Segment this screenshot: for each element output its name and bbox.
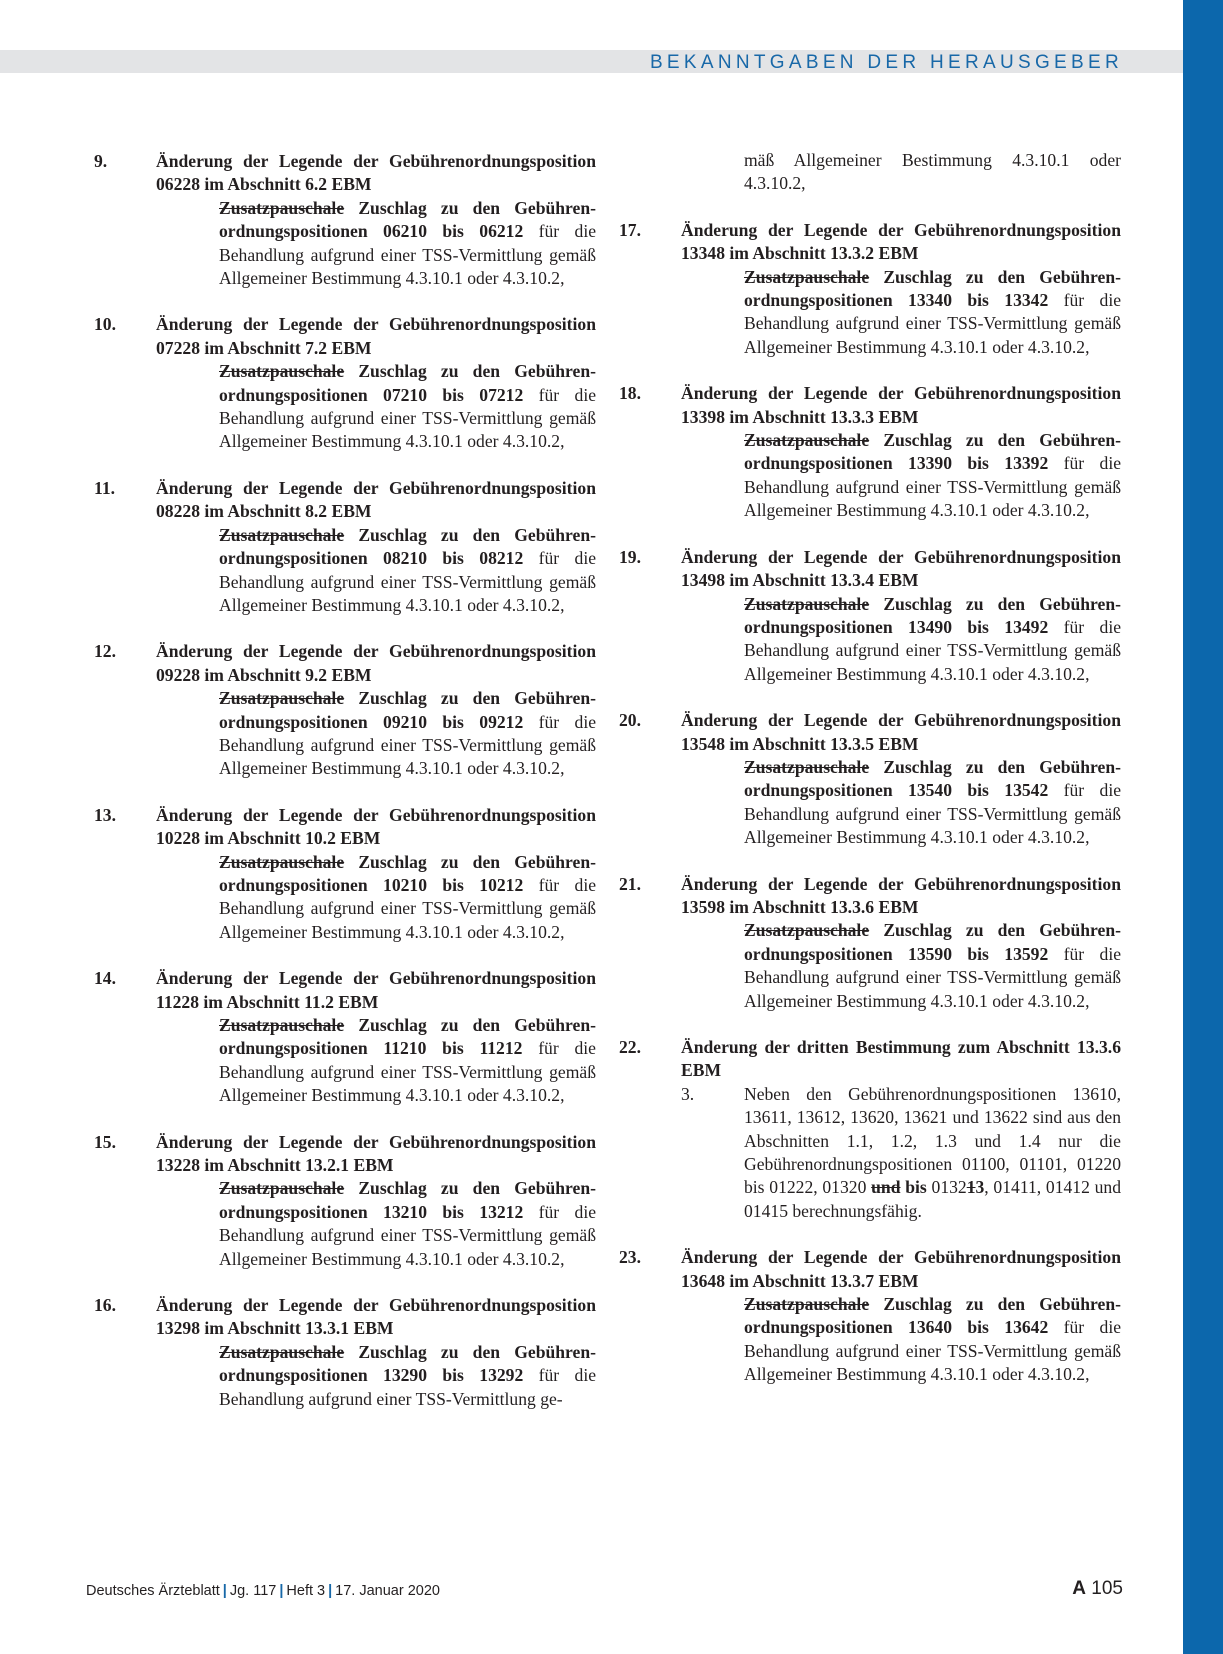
entry-title: Änderung der dritten Bestimmung zum Abschnitt 13.3.6 EBM [681, 1037, 1121, 1081]
entry-body [219, 524, 596, 618]
entry-tail: für die Behandlung aufgrund einer TSS-Vermittlung gemäß Allgemeiner Bestimmung 4.3.10.1 oder 4.3.10.2, [219, 384, 597, 452]
code-to: 13592 [1004, 943, 1049, 964]
code-from: 13290 [383, 1365, 427, 1386]
code-from: 06210 [383, 221, 427, 242]
page-prefix: A [1072, 1578, 1087, 1599]
zuschlag-text: Zuschlag zu den Gebührenordnungspositionen [219, 197, 596, 242]
struck-term: Zusatzpauschale [744, 920, 870, 941]
separator: | [222, 1583, 227, 1599]
code-from: 10210 [383, 874, 427, 895]
zuschlag-text: Zuschlag zu den Gebührenordnungspositionen [219, 524, 596, 569]
zuschlag-text: Zuschlag zu den Gebührenordnungspositionen [744, 266, 1121, 311]
bis-word: bis [967, 1317, 989, 1338]
rule-number: 3. [681, 1083, 695, 1104]
code-to: 10212 [479, 874, 524, 895]
entry-number: 18. [619, 383, 641, 404]
bis-word: bis [442, 1038, 464, 1059]
entry-23-holder [619, 1246, 1121, 1386]
amendment-entry [94, 1294, 596, 1411]
code-struck-digit: 1 [966, 1177, 976, 1198]
code-inserted-digit: 3 [975, 1177, 985, 1198]
entry-title: Änderung der Legende der Gebührenordnungsposition 07228 im Abschnitt 7.2 EBM [156, 314, 596, 358]
entry-tail: für die Behandlung aufgrund einer TSS-Vermittlung gemäß Allgemeiner Bestimmung 4.3.10.1 oder 4.3.10.2, [744, 290, 1122, 357]
zuschlag-text: Zuschlag zu den Gebührenordnungspositionen [219, 1015, 596, 1059]
entry-title: Änderung der Legende der Gebührenordnungsposition 11228 im Abschnitt 11.2 EBM [156, 968, 596, 1012]
struck-term: Zusatzpauschale [744, 593, 870, 614]
entry-number: 13. [94, 804, 116, 825]
bis-word: bis [967, 943, 989, 964]
struck-term: Zusatzpauschale [219, 197, 345, 218]
entry-number: 17. [619, 219, 641, 240]
amendment-entry [94, 640, 596, 780]
entry-tail: für die Behandlung aufgrund einer TSS-Vermittlung ge- [219, 1365, 597, 1409]
struck-term: Zusatzpauschale [744, 430, 870, 451]
rule-text-b: , 01411, 01412 und 01415 berechnungsfähig. [744, 1177, 1122, 1221]
rule-text-a: Neben den Gebührenordnungspositionen 13610, 13611, 13612, 13620, 13621 und 13622 sind aus den Abschnitten 1.1, 1.2, 1.3 und 1.4 nur die Gebührenordnungspositionen 01100, 01101, 01220 bis 01222, 01320 [744, 1083, 1121, 1198]
code-from: 13640 [908, 1317, 952, 1338]
code-from: 13390 [908, 453, 952, 474]
struck-term: Zusatzpauschale [744, 266, 870, 287]
zuschlag-text: Zuschlag zu den Gebührenordnungspositionen [219, 1178, 596, 1222]
zuschlag-text: Zuschlag zu den Gebührenordnungspositionen [219, 361, 596, 405]
entry-number: 12. [94, 641, 116, 662]
code-to: 13342 [1004, 290, 1049, 311]
entry-tail: für die Behandlung aufgrund einer TSS-Vermittlung gemäß Allgemeiner Bestimmung 4.3.10.1 oder 4.3.10.2, [219, 1038, 596, 1106]
code-to: 13212 [479, 1201, 524, 1222]
entry-number: 14. [94, 968, 116, 989]
entry-tail: für die Behandlung aufgrund einer TSS-Vermittlung gemäß Allgemeiner Bestimmung 4.3.10.1 oder 4.3.10.2, [219, 1201, 597, 1269]
amendment-entry-22 [619, 1036, 1121, 1223]
code-to: 13542 [1004, 780, 1049, 801]
entry-number: 19. [619, 546, 641, 567]
entry-number: 21. [619, 873, 641, 894]
struck-term: Zusatzpauschale [219, 1178, 345, 1199]
struck-term: Zusatzpauschale [744, 756, 870, 777]
struck-term: Zusatzpauschale [219, 524, 345, 545]
bis-word: bis [967, 616, 989, 637]
struck-term: Zusatzpauschale [219, 688, 345, 709]
bis-word: bis [442, 874, 464, 895]
struck-term: Zusatzpauschale [219, 361, 345, 382]
bis-word: bis [967, 290, 989, 311]
side-color-bar [1183, 0, 1223, 1654]
code-to: 06212 [479, 221, 524, 242]
code-from: 08210 [383, 548, 427, 569]
continued-text: mäß Allgemeiner Bestimmung 4.3.10.1 oder 4.3.10.2, [744, 150, 1121, 194]
entry-body [744, 429, 1121, 523]
amendment-entry [619, 219, 1121, 359]
code-from: 13590 [908, 943, 952, 964]
inserted-bis: bis [905, 1177, 927, 1198]
code-from: 13540 [908, 780, 952, 801]
entry-body [744, 919, 1121, 1013]
journal-name: Deutsches Ärzteblatt [86, 1583, 220, 1599]
zuschlag-text: Zuschlag zu den Gebührenordnungspositionen [744, 1294, 1121, 1338]
issue: Heft 3 [286, 1583, 326, 1599]
entry-body [219, 1177, 596, 1271]
entry-number: 9. [94, 151, 108, 171]
amendment-entry [619, 709, 1121, 849]
amendment-entry [94, 804, 596, 944]
bis-word: bis [442, 711, 464, 732]
entry-title: Änderung der Legende der Gebührenordnungsposition 13348 im Abschnitt 13.3.2 EBM [681, 219, 1121, 264]
struck-term: Zusatzpauschale [744, 1294, 870, 1315]
entry-title: Änderung der Legende der Gebührenordnungsposition 09228 im Abschnitt 9.2 EBM [156, 641, 596, 685]
entry-body [219, 1341, 596, 1411]
struck-und: und [871, 1177, 901, 1198]
entry-tail: für die Behandlung aufgrund einer TSS-Vermittlung gemäß Allgemeiner Bestimmung 4.3.10.1 oder 4.3.10.2, [744, 616, 1122, 684]
code-prefix: 0132 [931, 1177, 967, 1198]
code-from: 13490 [908, 616, 952, 637]
rule-item [681, 1083, 1121, 1223]
code-from: 11210 [383, 1038, 427, 1059]
amendment-entry [94, 477, 596, 617]
right-entries [619, 219, 1121, 1013]
bis-word: bis [442, 1365, 464, 1386]
entry-body [219, 1014, 596, 1108]
entry-title: Änderung der Legende der Gebührenordnungsposition 13398 im Abschnitt 13.3.3 EBM [681, 383, 1121, 427]
code-from: 13210 [383, 1201, 427, 1222]
page-number-value: 105 [1091, 1578, 1123, 1599]
right-column [619, 149, 1121, 1410]
code-to: 09212 [479, 711, 524, 732]
entry-tail: für die Behandlung aufgrund einer TSS-Vermittlung gemäß Allgemeiner Bestimmung 4.3.10.1 oder 4.3.10.2, [219, 548, 597, 615]
entry-tail: für die Behandlung aufgrund einer TSS-Vermittlung gemäß Allgemeiner Bestimmung 4.3.10.1 oder 4.3.10.2, [744, 1317, 1122, 1385]
struck-term: Zusatzpauschale [219, 851, 345, 872]
entry-tail: für die Behandlung aufgrund einer TSS-Vermittlung gemäß Allgemeiner Bestimmung 4.3.10.1 oder 4.3.10.2, [744, 943, 1122, 1011]
amendment-entry [94, 150, 596, 290]
entry-body [219, 360, 596, 454]
code-from: 07210 [383, 384, 427, 405]
amendment-entry [619, 1246, 1121, 1386]
footer-citation [86, 1583, 440, 1599]
entry-title: Änderung der Legende der Gebührenordnungsposition 10228 im Abschnitt 10.2 EBM [156, 804, 596, 849]
zuschlag-text: Zuschlag zu den Gebührenordnungspositionen [219, 851, 596, 895]
amendment-entry [619, 382, 1121, 522]
bis-word: bis [967, 453, 989, 474]
entry-title: Änderung der Legende der Gebührenordnungsposition 13498 im Abschnitt 13.3.4 EBM [681, 546, 1121, 591]
amendment-entry [619, 873, 1121, 1013]
entry-number: 16. [94, 1295, 116, 1316]
amendment-entry [619, 546, 1121, 686]
bis-word: bis [442, 221, 464, 242]
code-to: 07212 [479, 384, 524, 405]
entry-tail: für die Behandlung aufgrund einer TSS-Vermittlung gemäß Allgemeiner Bestimmung 4.3.10.1 oder 4.3.10.2, [219, 221, 597, 289]
entry-number: 20. [619, 710, 641, 731]
struck-term: Zusatzpauschale [219, 1015, 345, 1035]
code-to: 08212 [479, 548, 524, 569]
entry-body [744, 756, 1121, 850]
struck-term: Zusatzpauschale [219, 1341, 345, 1362]
entry-body [219, 687, 596, 781]
zuschlag-text: Zuschlag zu den Gebührenordnungspositionen [744, 593, 1121, 637]
entry-body [219, 851, 596, 945]
amendment-entry [94, 967, 596, 1107]
entry-body [219, 197, 596, 291]
zuschlag-text: Zuschlag zu den Gebührenordnungspositionen [744, 920, 1121, 964]
code-to: 11212 [479, 1038, 523, 1059]
page-number [1072, 1578, 1123, 1600]
entry-body [744, 266, 1121, 360]
entry-body [744, 593, 1121, 687]
code-from: 13340 [908, 290, 952, 311]
entry-number: 22. [619, 1037, 641, 1057]
left-column [94, 150, 596, 1434]
entry-title: Änderung der Legende der Gebührenordnungsposition 06228 im Abschnitt 6.2 EBM [156, 151, 596, 195]
amendment-entry [94, 313, 596, 453]
section-title: BEKANNTGABEN DER HERAUSGEBER [649, 52, 1123, 73]
volume: Jg. 117 [229, 1583, 277, 1599]
entry-tail: für die Behandlung aufgrund einer TSS-Vermittlung gemäß Allgemeiner Bestimmung 4.3.10.1 oder 4.3.10.2, [219, 874, 597, 942]
zuschlag-text: Zuschlag zu den Gebührenordnungspositionen [744, 430, 1121, 474]
entry-number: 23. [619, 1247, 641, 1268]
code-to: 13492 [1004, 616, 1049, 637]
entry-number: 10. [94, 314, 116, 335]
bis-word: bis [442, 1201, 464, 1222]
code-to: 13292 [479, 1365, 524, 1386]
entry-title: Änderung der Legende der Gebührenordnungsposition 08228 im Abschnitt 8.2 EBM [156, 477, 596, 522]
separator: | [328, 1583, 333, 1599]
code-to: 13392 [1004, 453, 1049, 474]
zuschlag-text: Zuschlag zu den Gebührenordnungspositionen [219, 1341, 596, 1386]
entry-tail: für die Behandlung aufgrund einer TSS-Vermittlung gemäß Allgemeiner Bestimmung 4.3.10.1 oder 4.3.10.2, [744, 453, 1122, 521]
entry-number: 11. [94, 477, 116, 498]
zuschlag-text: Zuschlag zu den Gebührenordnungspositionen [744, 756, 1121, 801]
bis-word: bis [442, 548, 464, 569]
entry-title: Änderung der Legende der Gebührenordnungsposition 13298 im Abschnitt 13.3.1 EBM [156, 1295, 596, 1339]
entry-title: Änderung der Legende der Gebührenordnungsposition 13598 im Abschnitt 13.3.6 EBM [681, 873, 1121, 917]
code-to: 13642 [1004, 1317, 1049, 1338]
entry-tail: für die Behandlung aufgrund einer TSS-Vermittlung gemäß Allgemeiner Bestimmung 4.3.10.1 oder 4.3.10.2, [219, 711, 597, 779]
entry-body [744, 1293, 1121, 1387]
entry-title: Änderung der Legende der Gebührenordnungsposition 13228 im Abschnitt 13.2.1 EBM [156, 1131, 596, 1176]
zuschlag-text: Zuschlag zu den Gebührenordnungspositionen [219, 688, 596, 732]
bis-word: bis [967, 780, 989, 801]
entry-tail: für die Behandlung aufgrund einer TSS-Vermittlung gemäß Allgemeiner Bestimmung 4.3.10.1 oder 4.3.10.2, [744, 780, 1122, 848]
code-from: 09210 [383, 711, 427, 732]
entry-number: 15. [94, 1131, 116, 1152]
issue-date: 17. Januar 2020 [335, 1583, 440, 1599]
separator: | [279, 1583, 284, 1599]
entry-title: Änderung der Legende der Gebührenordnungsposition 13548 im Abschnitt 13.3.5 EBM [681, 710, 1121, 754]
entry-title: Änderung der Legende der Gebührenordnungsposition 13648 im Abschnitt 13.3.7 EBM [681, 1247, 1121, 1291]
amendment-entry [94, 1131, 596, 1271]
rule-text [744, 1083, 1121, 1223]
bis-word: bis [442, 384, 464, 405]
